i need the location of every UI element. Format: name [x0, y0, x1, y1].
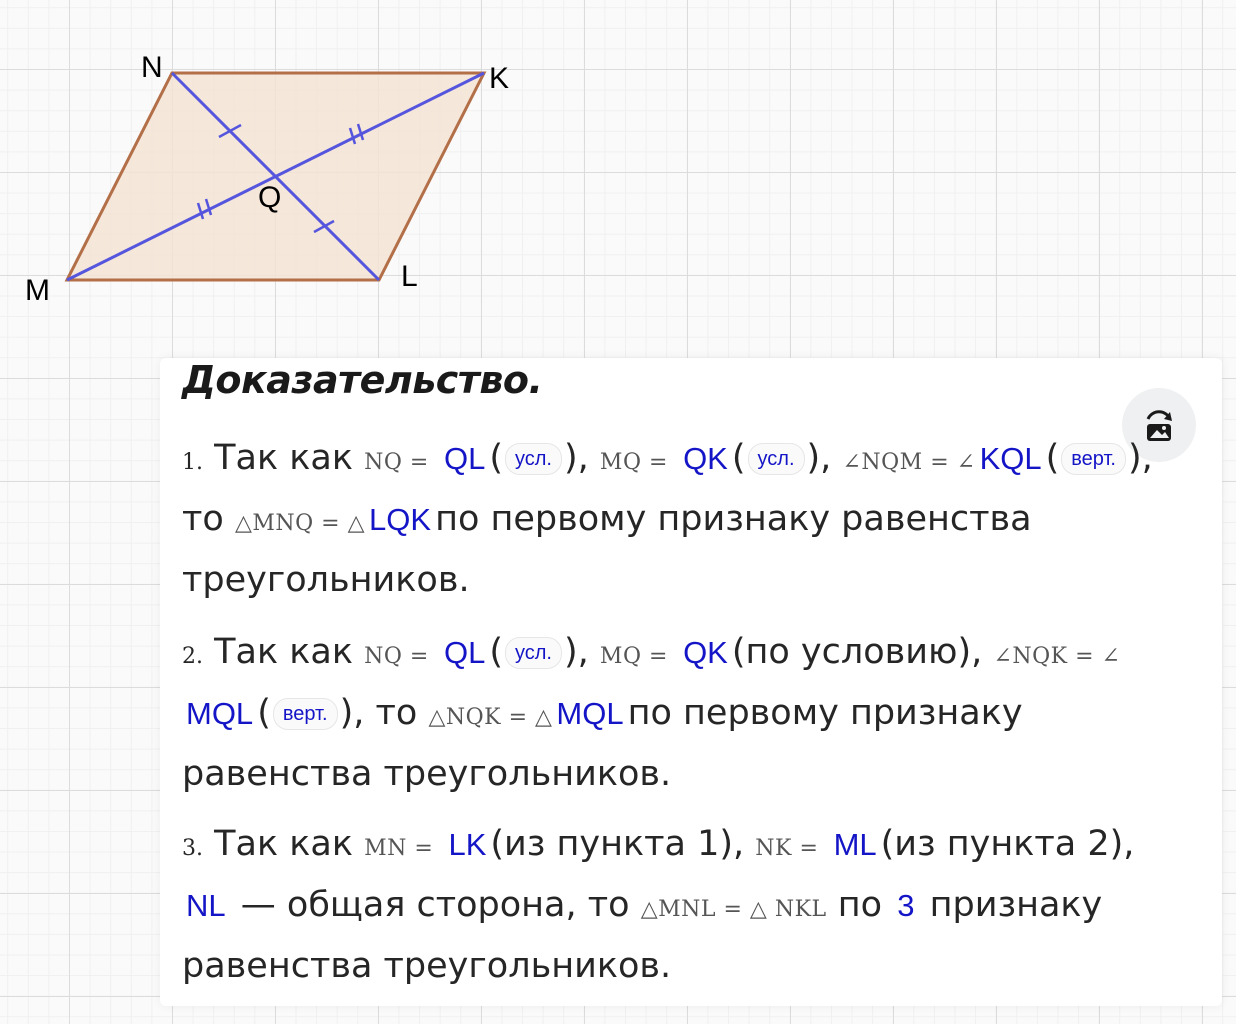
answer-field[interactable]: QL	[443, 635, 486, 670]
punct: (	[489, 438, 503, 478]
math: MQ =	[599, 450, 668, 475]
answer-field[interactable]: 3	[897, 888, 915, 923]
text: (из пункта 1),	[490, 824, 745, 864]
answer-field[interactable]: LK	[448, 827, 487, 862]
math: MN =	[364, 836, 434, 861]
point-label-q: Q	[258, 181, 282, 214]
answer-field[interactable]: QL	[443, 441, 486, 476]
punct: ),	[806, 438, 832, 478]
math: NQ =	[364, 644, 429, 669]
proof-title: Доказательство.	[182, 358, 543, 402]
reason-tag[interactable]: верт.	[1061, 443, 1126, 475]
math: NK =	[755, 836, 819, 861]
vertex-label-n: N	[141, 51, 163, 84]
answer-field[interactable]: QK	[683, 441, 728, 476]
reason-tag[interactable]: усл.	[505, 443, 562, 475]
reason-tag[interactable]: усл.	[505, 637, 562, 669]
punct: ),	[564, 438, 589, 478]
item-number: 2.	[182, 644, 203, 669]
punct: (	[489, 632, 503, 672]
proof-item-2	[182, 624, 1192, 803]
text: по	[837, 885, 883, 925]
item-number: 3.	[182, 836, 203, 861]
punct: (	[1045, 438, 1060, 478]
answer-field[interactable]: KQL	[979, 441, 1042, 476]
parallelogram-figure	[0, 0, 560, 330]
text: (по условию),	[731, 632, 983, 672]
reason-tag[interactable]: верт.	[273, 698, 338, 730]
punct: ),	[564, 632, 589, 672]
answer-field[interactable]: NL	[186, 888, 226, 923]
proof-item-1	[182, 430, 1192, 609]
math: MQ =	[599, 644, 668, 669]
punct: (	[257, 693, 271, 733]
punct: ),	[339, 693, 365, 733]
vertex-label-k: K	[489, 62, 510, 95]
math: △MNQ = △	[234, 511, 366, 536]
math: NQ =	[364, 450, 429, 475]
answer-field[interactable]: MQL	[186, 696, 254, 731]
answer-field[interactable]: LQK	[369, 502, 432, 537]
reason-tag[interactable]: усл.	[748, 443, 805, 475]
math: △NQK = △	[428, 705, 553, 730]
text: по первому признаку равенства треугольников.	[182, 693, 1023, 794]
vertex-label-l: L	[401, 260, 418, 293]
item-number: 1.	[182, 450, 203, 475]
text: то	[375, 693, 418, 733]
text: Так как	[214, 824, 353, 864]
text: признаку равенства треугольников.	[182, 885, 1103, 986]
answer-field[interactable]: MQL	[556, 696, 624, 731]
text: по первому признаку равенства треугольников.	[182, 499, 1032, 600]
punct: ),	[1127, 438, 1153, 478]
math: ∠NQK = ∠	[993, 644, 1121, 669]
text: — общая сторона, то	[240, 885, 630, 925]
proof-card	[160, 358, 1222, 1006]
text: Так как	[214, 438, 353, 478]
text: Так как	[214, 632, 353, 672]
math: △MNL = △ NKL	[640, 897, 827, 922]
text: то	[182, 499, 224, 539]
text: (из пункта 2),	[880, 824, 1135, 864]
math: ∠NQM = ∠	[842, 450, 976, 475]
answer-field[interactable]: ML	[833, 827, 877, 862]
proof-item-3	[182, 816, 1192, 995]
vertex-label-m: M	[25, 274, 50, 307]
punct: (	[731, 438, 746, 478]
answer-field[interactable]: QK	[683, 635, 728, 670]
